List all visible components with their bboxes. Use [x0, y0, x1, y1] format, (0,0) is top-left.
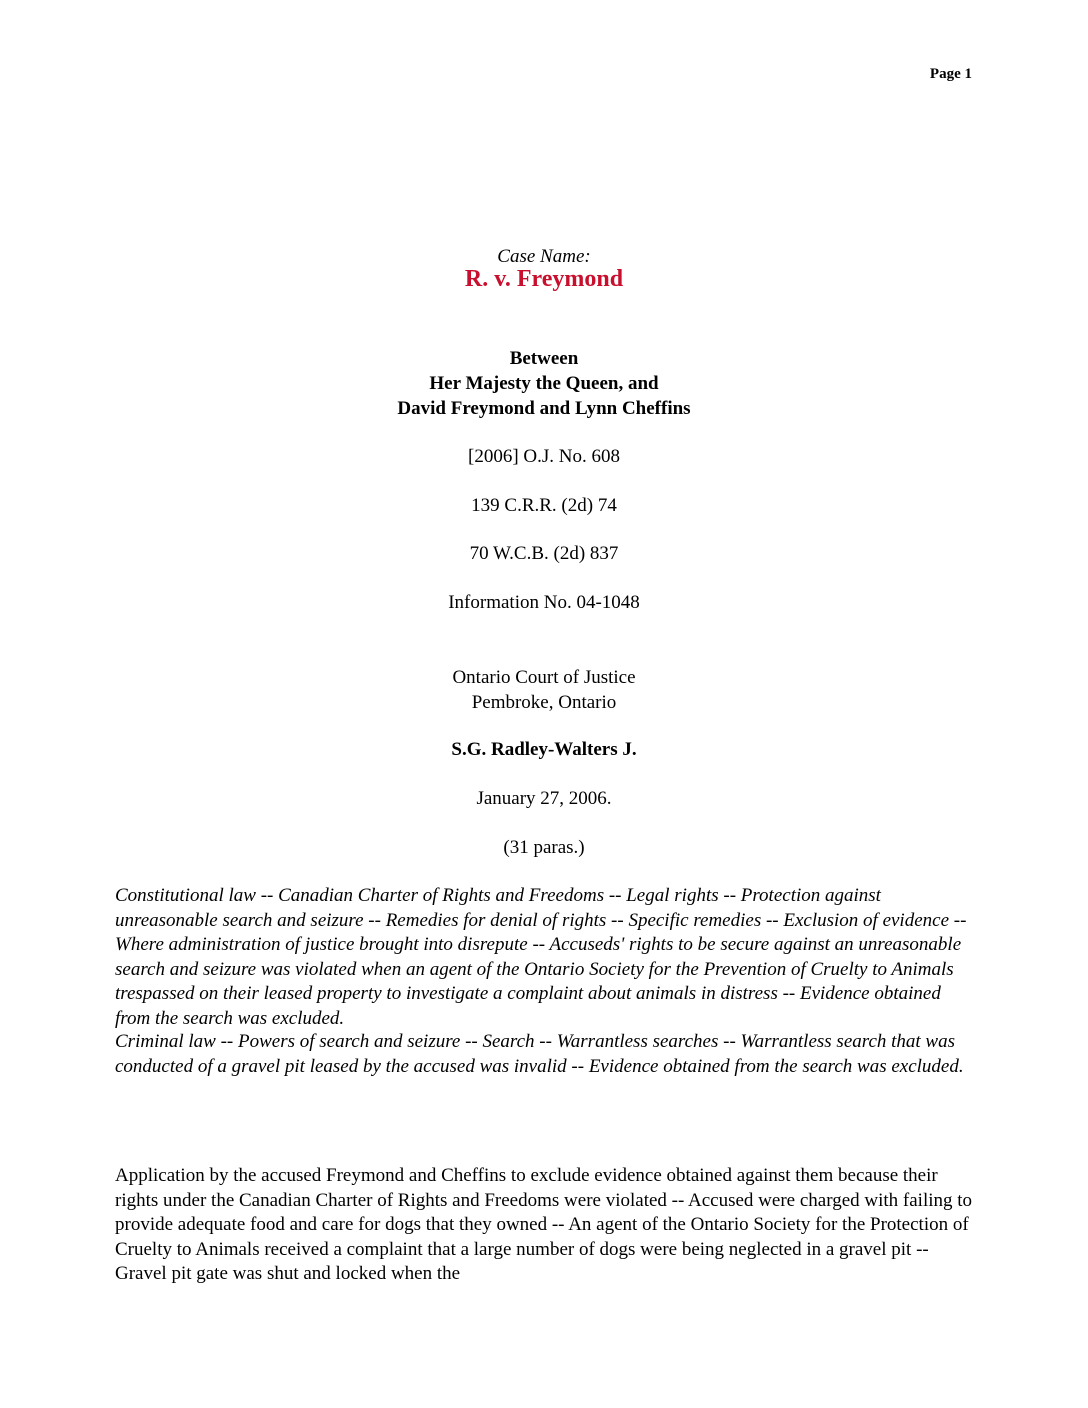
court-block — [0, 665, 1088, 715]
citation-wcb: 70 W.C.B. (2d) 837 — [469, 543, 619, 564]
citation-crr: 139 C.R.R. (2d) 74 — [471, 495, 617, 516]
citation-oj: [2006] O.J. No. 608 — [468, 446, 620, 467]
page-number: Page 1 — [929, 66, 972, 82]
between-label: Between — [509, 348, 579, 369]
decision-date: January 27, 2006. — [476, 788, 612, 809]
information-number: Information No. 04-1048 — [448, 592, 640, 613]
case-title: R. v. Freymond — [464, 266, 624, 292]
headnote-constitutional: Constitutional law -- Canadian Charter of Rights and Freedoms -- Legal rights -- Protection against unreasonable search and seizure -- Remedies for denial of rights -- Specific remedies -- Exclusion of evidence -- Where administration of justice brought into disrepute -- Accuseds' rights to be secure against an unreasonable search and seizure was violated when an agent of the Ontario Society for the Prevention of Cruelty to Animals trespassed on their leased property to investigate a complaint about animals in distress -- Evidence obtained from the search was excluded. — [115, 885, 967, 1029]
case-summary: Application by the accused Freymond and Cheffins to exclude evidence obtained against them because their rights under the Canadian Charter of Rights and Freedoms were violated -- Accused were charged with failing to provide adequate food and care for dogs that they owned -- An agent of the Ontario Society for the Protection of Cruelty to Animals received a complaint that a large number of dogs were being neglected in a gravel pit -- Gravel pit gate was shut and locked when the — [115, 1165, 973, 1285]
paragraph-count: (31 paras.) — [503, 837, 585, 858]
parties-block — [0, 346, 1088, 421]
court-location: Pembroke, Ontario — [471, 692, 617, 713]
party-crown: Her Majesty the Queen, and — [429, 373, 659, 394]
headnote-criminal: Criminal law -- Powers of search and seizure -- Search -- Warrantless searches -- Warrantless search that was conducted of a gravel pit leased by the accused was invalid -- Evidence obtained from the search was excluded. — [115, 1031, 964, 1077]
court-name: Ontario Court of Justice — [452, 667, 636, 688]
case-name-label: Case Name: — [497, 246, 591, 267]
party-accused: David Freymond and Lynn Cheffins — [397, 398, 691, 419]
judge-name: S.G. Radley-Walters J. — [451, 739, 637, 760]
